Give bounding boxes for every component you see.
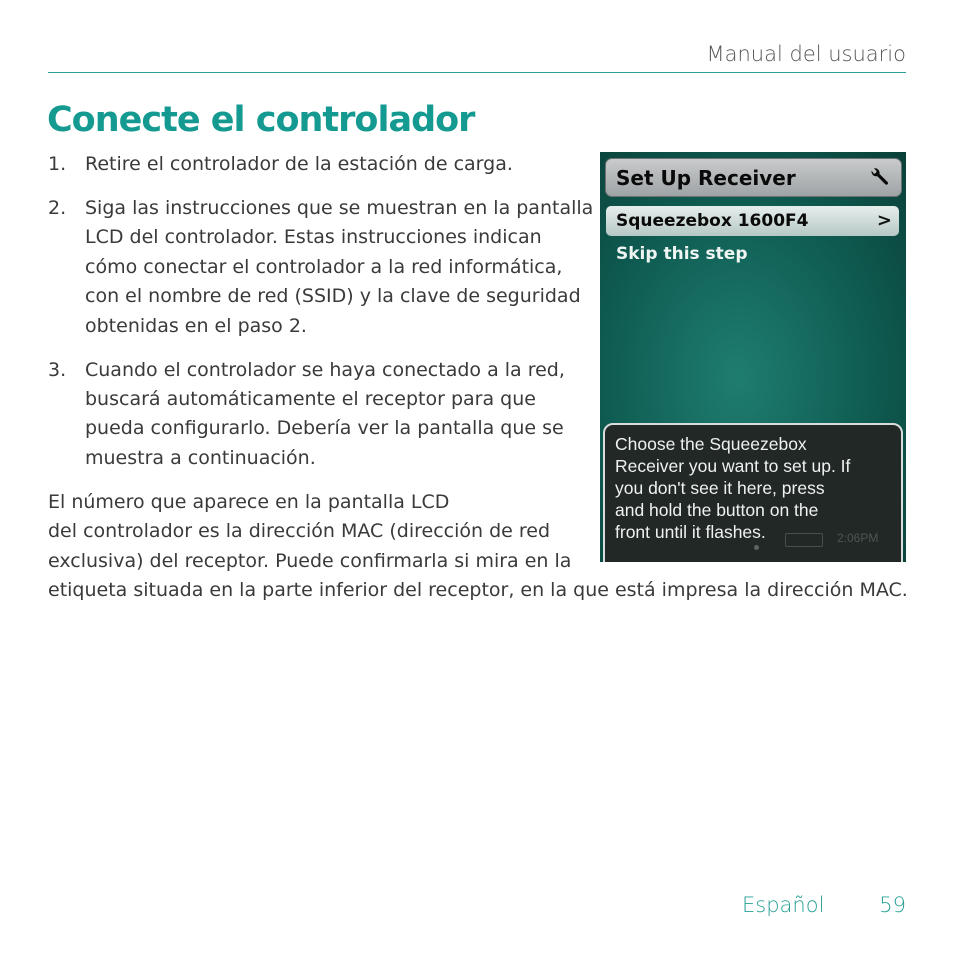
- paragraph-line: etiqueta situada en la parte inferior del receptor, en la que está impresa la dirección MAC.: [48, 579, 908, 602]
- lcd-time: 2:06PM: [837, 531, 879, 545]
- lcd-menu-item-selected[interactable]: [606, 206, 899, 236]
- list-item: [48, 194, 596, 341]
- step-number: 2.: [48, 197, 67, 219]
- lcd-item-label: Squeezebox 1600F4: [616, 211, 809, 231]
- paragraph-line: exclusiva) del receptor. Puede confirmarla si mira en la: [48, 549, 572, 572]
- chevron-right-icon: >: [876, 210, 892, 231]
- battery-icon: [785, 533, 823, 547]
- step-line: pueda configurarlo. Debería ver la pantalla que se: [85, 417, 564, 440]
- step-line: buscará automáticamente el receptor para que: [85, 388, 536, 411]
- step-line: cómo conectar el controlador a la red informática,: [85, 255, 563, 278]
- step-line: LCD del controlador. Estas instrucciones indican: [85, 226, 542, 249]
- step-line: Siga las instrucciones que se muestran en la pantalla: [85, 197, 594, 219]
- list-item: [48, 356, 596, 474]
- help-line: Receiver you want to set up. If: [615, 456, 851, 476]
- help-line: front until it flashes.: [615, 522, 766, 542]
- step-number: 1.: [48, 153, 67, 175]
- dot-icon: [754, 545, 759, 550]
- paragraph-line: El número que aparece en la pantalla LCD: [48, 491, 450, 513]
- help-line: you don't see it here, press: [615, 478, 825, 498]
- lcd-title-bar: [605, 158, 902, 197]
- lcd-help-text: [615, 433, 897, 543]
- step-line: obtenidas en el paso 2.: [85, 314, 307, 337]
- page-number: 59: [879, 893, 906, 917]
- list-item: [48, 150, 596, 179]
- step-line: Retire el controlador de la estación de carga.: [85, 153, 513, 175]
- footer-language: Español: [742, 893, 825, 917]
- page-title: Conecte el controlador: [47, 100, 475, 140]
- lcd-menu-item[interactable]: Skip this step: [616, 244, 748, 264]
- lcd-help-popup: [603, 423, 903, 562]
- steps-list: [48, 150, 596, 488]
- header-text: Manual del usuario: [706, 42, 906, 66]
- help-line: and hold the button on the: [615, 500, 819, 520]
- step-line: Cuando el controlador se haya conectado a la red,: [85, 358, 565, 381]
- header-rule: [48, 72, 906, 73]
- lcd-title: Set Up Receiver: [616, 166, 796, 190]
- lcd-screenshot: [600, 152, 906, 562]
- wrench-icon: [868, 167, 890, 189]
- step-line: muestra a continuación.: [85, 446, 316, 469]
- help-line: Choose the Squeezebox: [615, 434, 807, 454]
- step-number: 3.: [48, 358, 67, 381]
- paragraph-line: del controlador es la dirección MAC (dirección de red: [48, 520, 551, 543]
- step-line: con el nombre de red (SSID) y la clave de seguridad: [85, 285, 581, 308]
